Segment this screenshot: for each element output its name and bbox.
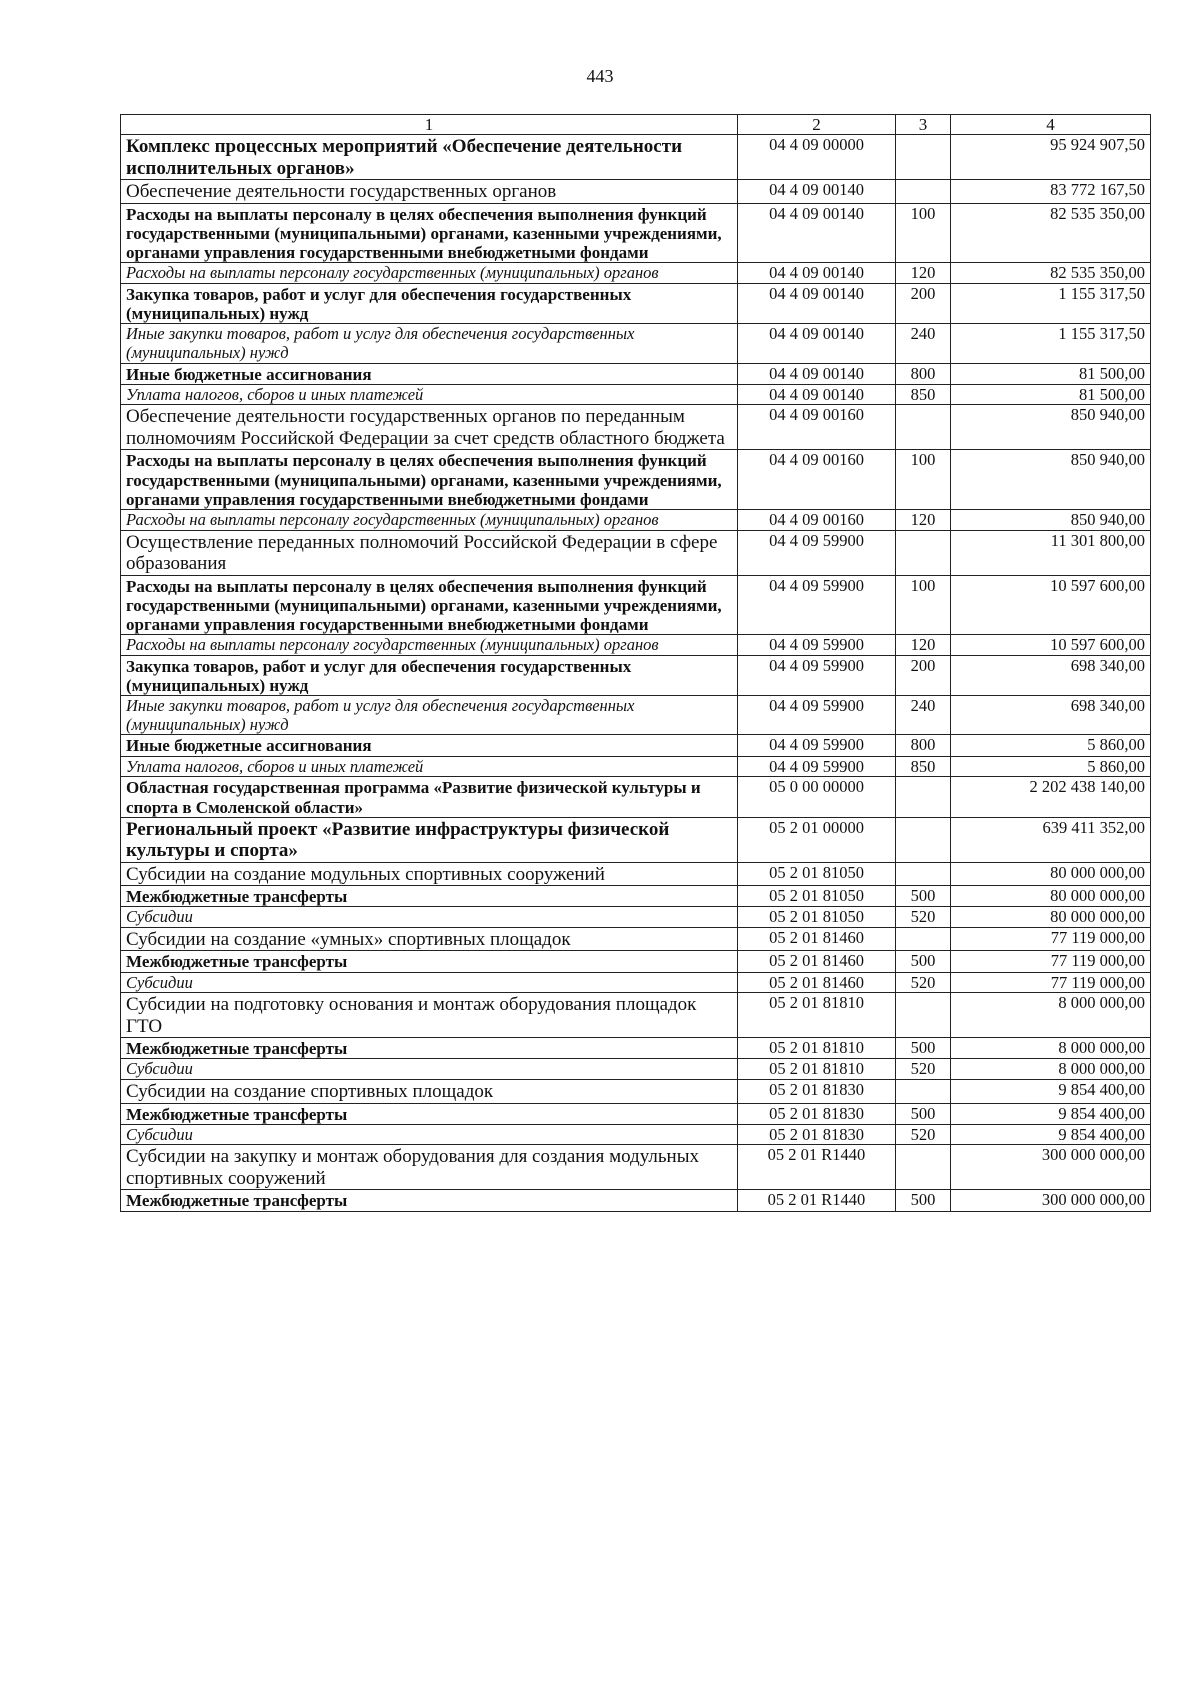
table-row [121,993,1151,1038]
row-sum-cell: 81 500,00 [951,363,1151,384]
row-name-cell: Расходы на выплаты персоналу государственных (муниципальных) органов [121,263,738,284]
row-sum-cell: 639 411 352,00 [951,817,1151,862]
row-expense-type-cell: 800 [896,363,951,384]
row-name-cell: Субсидии [121,907,738,928]
row-name-cell: Межбюджетные трансферты [121,1103,738,1124]
table-row [121,530,1151,575]
row-sum-cell: 77 119 000,00 [951,951,1151,972]
row-code-cell: 04 4 09 00140 [738,384,896,405]
row-name-cell: Расходы на выплаты персоналу в целях обеспечения выполнения функций государственными (муниципальными) органами, казенными учреждениями, органами управления государственными внебюджетными фондами [121,450,738,510]
row-name-cell: Субсидии [121,1059,738,1080]
row-code-cell: 05 2 01 R1440 [738,1190,896,1211]
table-row [121,972,1151,993]
table-row [121,951,1151,972]
row-name-cell: Субсидии на подготовку основания и монтаж оборудования площадок ГТО [121,993,738,1038]
table-row [121,384,1151,405]
row-code-cell: 04 4 09 59900 [738,756,896,777]
row-sum-cell: 8 000 000,00 [951,1059,1151,1080]
row-code-cell: 04 4 09 59900 [738,530,896,575]
row-name-cell: Субсидии на создание «умных» спортивных площадок [121,927,738,950]
header-col-code: 2 [738,115,896,135]
table-row [121,324,1151,363]
table-row [121,886,1151,907]
row-expense-type-cell: 520 [896,1124,951,1145]
row-sum-cell: 5 860,00 [951,756,1151,777]
row-sum-cell: 1 155 317,50 [951,324,1151,363]
row-code-cell: 05 2 01 81050 [738,862,896,885]
table-row [121,450,1151,510]
row-expense-type-cell: 100 [896,203,951,263]
row-name-cell: Обеспечение деятельности государственных органов [121,180,738,203]
row-sum-cell: 850 940,00 [951,450,1151,510]
row-code-cell: 05 2 01 81810 [738,1038,896,1059]
budget-table [120,114,1151,1212]
row-expense-type-cell [896,530,951,575]
row-name-cell: Осуществление переданных полномочий Российской Федерации в сфере образования [121,530,738,575]
row-expense-type-cell [896,993,951,1038]
row-expense-type-cell: 520 [896,1059,951,1080]
row-name-cell: Уплата налогов, сборов и иных платежей [121,756,738,777]
header-col-expense-type: 3 [896,115,951,135]
row-code-cell: 04 4 09 59900 [738,575,896,635]
table-row [121,756,1151,777]
row-sum-cell: 10 597 600,00 [951,575,1151,635]
row-expense-type-cell: 500 [896,886,951,907]
row-sum-cell: 300 000 000,00 [951,1190,1151,1211]
row-name-cell: Иные бюджетные ассигнования [121,735,738,756]
row-expense-type-cell [896,180,951,203]
row-name-cell: Межбюджетные трансферты [121,951,738,972]
row-code-cell: 05 2 01 81460 [738,927,896,950]
row-code-cell: 05 2 01 00000 [738,817,896,862]
row-name-cell: Расходы на выплаты персоналу государственных (муниципальных) органов [121,509,738,530]
table-row [121,1080,1151,1103]
row-sum-cell: 80 000 000,00 [951,862,1151,885]
row-code-cell: 04 4 09 00160 [738,405,896,450]
table-row [121,180,1151,203]
header-col-sum: 4 [951,115,1151,135]
table-row [121,1145,1151,1190]
table-row [121,203,1151,263]
row-name-cell: Субсидии на создание спортивных площадок [121,1080,738,1103]
row-code-cell: 04 4 09 00140 [738,363,896,384]
row-name-cell: Иные закупки товаров, работ и услуг для обеспечения государственных (муниципальных) нужд [121,324,738,363]
row-sum-cell: 9 854 400,00 [951,1103,1151,1124]
table-row [121,927,1151,950]
row-expense-type-cell: 500 [896,951,951,972]
row-expense-type-cell [896,927,951,950]
row-code-cell: 04 4 09 00000 [738,135,896,180]
table-row [121,1038,1151,1059]
row-expense-type-cell: 120 [896,509,951,530]
row-sum-cell: 698 340,00 [951,696,1151,735]
table-row [121,135,1151,180]
row-sum-cell: 10 597 600,00 [951,635,1151,656]
table-row [121,1103,1151,1124]
row-code-cell: 04 4 09 59900 [738,635,896,656]
table-row [121,635,1151,656]
table-row [121,696,1151,735]
table-row [121,1059,1151,1080]
row-sum-cell: 9 854 400,00 [951,1080,1151,1103]
row-expense-type-cell: 240 [896,324,951,363]
page-number: 443 [586,66,614,86]
table-row [121,907,1151,928]
row-sum-cell: 300 000 000,00 [951,1145,1151,1190]
row-expense-type-cell [896,405,951,450]
row-sum-cell: 5 860,00 [951,735,1151,756]
row-expense-type-cell: 500 [896,1190,951,1211]
row-sum-cell: 1 155 317,50 [951,283,1151,323]
header-row [121,115,1151,135]
row-expense-type-cell: 240 [896,696,951,735]
row-sum-cell: 850 940,00 [951,509,1151,530]
row-sum-cell: 82 535 350,00 [951,203,1151,263]
row-code-cell: 04 4 09 00160 [738,450,896,510]
row-expense-type-cell: 200 [896,655,951,695]
row-code-cell: 05 2 01 81050 [738,907,896,928]
row-code-cell: 04 4 09 59900 [738,735,896,756]
row-name-cell: Иные бюджетные ассигнования [121,363,738,384]
row-code-cell: 04 4 09 00140 [738,283,896,323]
row-code-cell: 04 4 09 00140 [738,180,896,203]
row-name-cell: Закупка товаров, работ и услуг для обеспечения государственных (муниципальных) нужд [121,283,738,323]
row-sum-cell: 80 000 000,00 [951,886,1151,907]
row-code-cell: 05 2 01 81050 [738,886,896,907]
row-expense-type-cell: 200 [896,283,951,323]
row-name-cell: Расходы на выплаты персоналу государственных (муниципальных) органов [121,635,738,656]
table-row [121,862,1151,885]
row-code-cell: 04 4 09 59900 [738,696,896,735]
row-expense-type-cell [896,1080,951,1103]
row-expense-type-cell [896,777,951,817]
row-sum-cell: 8 000 000,00 [951,993,1151,1038]
row-name-cell: Расходы на выплаты персоналу в целях обеспечения выполнения функций государственными (муниципальными) органами, казенными учреждениями, органами управления государственными внебюджетными фондами [121,203,738,263]
row-sum-cell: 11 301 800,00 [951,530,1151,575]
row-sum-cell: 82 535 350,00 [951,263,1151,284]
row-name-cell: Субсидии на закупку и монтаж оборудования для создания модульных спортивных сооружений [121,1145,738,1190]
row-sum-cell: 95 924 907,50 [951,135,1151,180]
table-row [121,655,1151,695]
row-code-cell: 05 2 01 81810 [738,993,896,1038]
row-code-cell: 05 2 01 81460 [738,972,896,993]
table-row [121,575,1151,635]
row-code-cell: 04 4 09 00140 [738,324,896,363]
row-expense-type-cell: 850 [896,384,951,405]
table-row [121,509,1151,530]
row-code-cell: 05 2 01 81810 [738,1059,896,1080]
row-name-cell: Субсидии на создание модульных спортивных сооружений [121,862,738,885]
row-sum-cell: 9 854 400,00 [951,1124,1151,1145]
row-sum-cell: 77 119 000,00 [951,972,1151,993]
table-row [121,1124,1151,1145]
row-sum-cell: 850 940,00 [951,405,1151,450]
row-name-cell: Межбюджетные трансферты [121,1038,738,1059]
row-expense-type-cell: 100 [896,575,951,635]
table-row [121,1190,1151,1211]
row-name-cell: Региональный проект «Развитие инфраструктуры физической культуры и спорта» [121,817,738,862]
row-sum-cell: 2 202 438 140,00 [951,777,1151,817]
row-name-cell: Межбюджетные трансферты [121,1190,738,1211]
row-code-cell: 05 2 01 81830 [738,1103,896,1124]
table-row [121,817,1151,862]
row-code-cell: 05 0 00 00000 [738,777,896,817]
row-expense-type-cell [896,862,951,885]
row-code-cell: 05 2 01 R1440 [738,1145,896,1190]
row-expense-type-cell: 120 [896,263,951,284]
row-expense-type-cell [896,817,951,862]
table-row [121,405,1151,450]
row-sum-cell: 8 000 000,00 [951,1038,1151,1059]
table-row [121,283,1151,323]
table-row [121,263,1151,284]
row-expense-type-cell [896,135,951,180]
row-name-cell: Областная государственная программа «Развитие физической культуры и спорта в Смоленской области» [121,777,738,817]
table-row [121,777,1151,817]
row-code-cell: 05 2 01 81830 [738,1080,896,1103]
row-name-cell: Иные закупки товаров, работ и услуг для обеспечения государственных (муниципальных) нужд [121,696,738,735]
row-expense-type-cell: 120 [896,635,951,656]
row-expense-type-cell: 520 [896,972,951,993]
row-sum-cell: 81 500,00 [951,384,1151,405]
row-name-cell: Субсидии [121,1124,738,1145]
row-name-cell: Уплата налогов, сборов и иных платежей [121,384,738,405]
row-name-cell: Межбюджетные трансферты [121,886,738,907]
row-expense-type-cell: 520 [896,907,951,928]
row-code-cell: 05 2 01 81460 [738,951,896,972]
row-expense-type-cell: 800 [896,735,951,756]
table-row [121,735,1151,756]
row-name-cell: Обеспечение деятельности государственных органов по переданным полномочиям Российской Федерации за счет средств областного бюджета [121,405,738,450]
row-expense-type-cell: 500 [896,1038,951,1059]
table-row [121,363,1151,384]
row-code-cell: 04 4 09 00140 [738,203,896,263]
row-name-cell: Расходы на выплаты персоналу в целях обеспечения выполнения функций государственными (муниципальными) органами, казенными учреждениями, органами управления государственными внебюджетными фондами [121,575,738,635]
row-code-cell: 04 4 09 59900 [738,655,896,695]
row-sum-cell: 83 772 167,50 [951,180,1151,203]
row-expense-type-cell [896,1145,951,1190]
row-expense-type-cell: 500 [896,1103,951,1124]
row-name-cell: Субсидии [121,972,738,993]
row-expense-type-cell: 850 [896,756,951,777]
row-code-cell: 04 4 09 00140 [738,263,896,284]
row-name-cell: Комплекс процессных мероприятий «Обеспечение деятельности исполнительных органов» [121,135,738,180]
row-sum-cell: 77 119 000,00 [951,927,1151,950]
row-code-cell: 05 2 01 81830 [738,1124,896,1145]
row-name-cell: Закупка товаров, работ и услуг для обеспечения государственных (муниципальных) нужд [121,655,738,695]
header-col-name: 1 [121,115,738,135]
row-expense-type-cell: 100 [896,450,951,510]
row-sum-cell: 80 000 000,00 [951,907,1151,928]
row-code-cell: 04 4 09 00160 [738,509,896,530]
row-sum-cell: 698 340,00 [951,655,1151,695]
